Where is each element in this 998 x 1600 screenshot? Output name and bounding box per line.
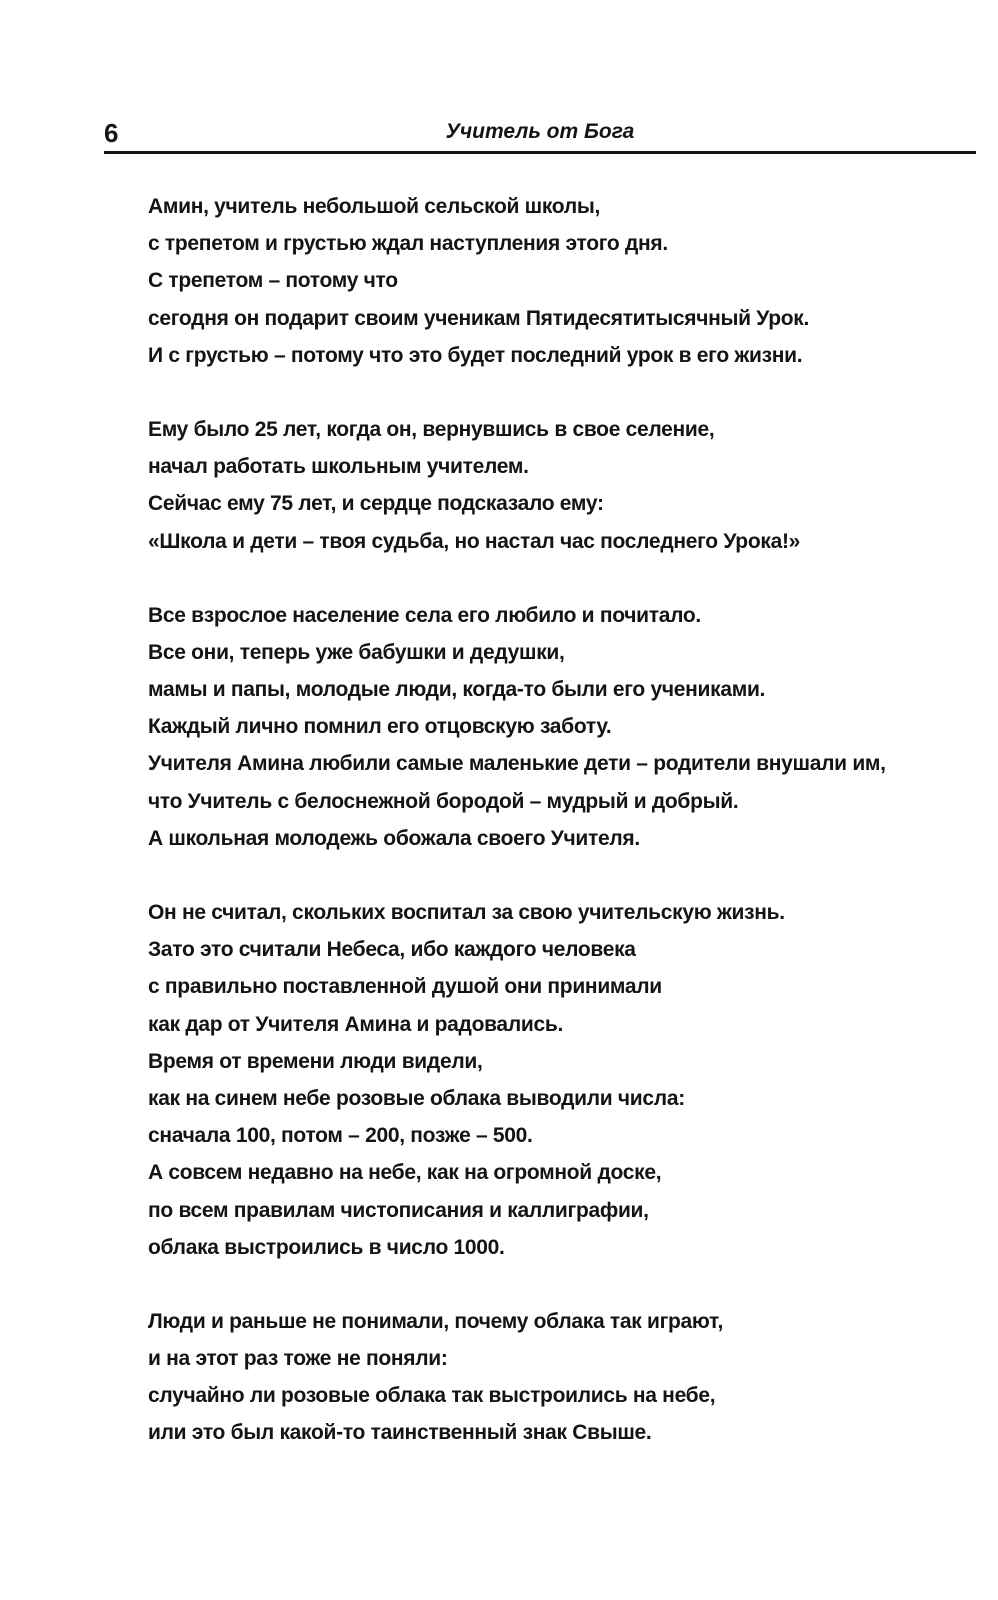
page-body — [148, 188, 978, 1489]
text-line: Люди и раньше не понимали, почему облака так играют, — [148, 1309, 723, 1333]
text-line: Ему было 25 лет, когда он, вернувшись в свое селение, — [148, 417, 715, 441]
text-line: Учителя Амина любили самые маленькие дети – родители внушали им, — [148, 752, 886, 776]
paragraph — [148, 597, 978, 857]
text-line: Сейчас ему 75 лет, и сердце подсказало ему: — [148, 492, 604, 516]
text-line: с правильно поставленной душой они принимали — [148, 975, 662, 999]
text-line: сначала 100, потом – 200, позже – 500. — [148, 1124, 533, 1148]
text-line: или это был какой-то таинственный знак Свыше. — [148, 1421, 652, 1445]
text-line: И с грустью – потому что это будет последний урок в его жизни. — [148, 343, 803, 367]
text-line: что Учитель с белоснежной бородой – мудрый и добрый. — [148, 789, 739, 813]
paragraph — [148, 1303, 978, 1452]
text-line: мамы и папы, молодые люди, когда-то были его учениками. — [148, 678, 766, 702]
text-line: с трепетом и грустью ждал наступления этого дня. — [148, 232, 668, 256]
text-line: случайно ли розовые облака так выстроились на небе, — [148, 1384, 716, 1408]
text-line: и на этот раз тоже не поняли: — [148, 1347, 448, 1371]
text-line: Все они, теперь уже бабушки и дедушки, — [148, 640, 565, 664]
text-line: Он не считал, скольких воспитал за свою учительскую жизнь. — [148, 901, 785, 924]
text-line: Все взрослое население села его любило и почитало. — [148, 603, 701, 627]
text-line: «Школа и дети – твоя судьба, но настал час последнего Урока!» — [148, 529, 801, 553]
text-line: как дар от Учителя Амина и радовались. — [148, 1012, 563, 1036]
text-line: А школьная молодежь обожала своего Учителя. — [148, 826, 640, 850]
text-line: как на синем небе розовые облака выводили числа: — [148, 1086, 685, 1110]
text-line: А совсем недавно на небе, как на огромной доске, — [148, 1161, 662, 1185]
text-line: Время от времени люди видели, — [148, 1049, 483, 1073]
text-line: облака выстроились в число 1000. — [148, 1235, 505, 1259]
text-line: Зато это считали Небеса, ибо каждого человека — [148, 938, 636, 962]
text-line: сегодня он подарит своим ученикам Пятидесятитысячный Урок. — [148, 306, 810, 330]
header-rule — [104, 151, 976, 154]
page-number: 6 — [104, 118, 119, 148]
paragraph — [148, 411, 978, 560]
text-line: по всем правилам чистописания и каллиграфии, — [148, 1198, 649, 1222]
running-header-title: Учитель от Бога — [445, 120, 635, 143]
paragraph — [148, 894, 978, 1266]
text-line: начал работать школьным учителем. — [148, 455, 529, 479]
paragraph — [148, 188, 978, 374]
text-line: С трепетом – потому что — [148, 269, 398, 293]
text-line: Амин, учитель небольшой сельской школы, — [148, 195, 601, 218]
text-line: Каждый лично помнил его отцовскую заботу. — [148, 715, 612, 739]
